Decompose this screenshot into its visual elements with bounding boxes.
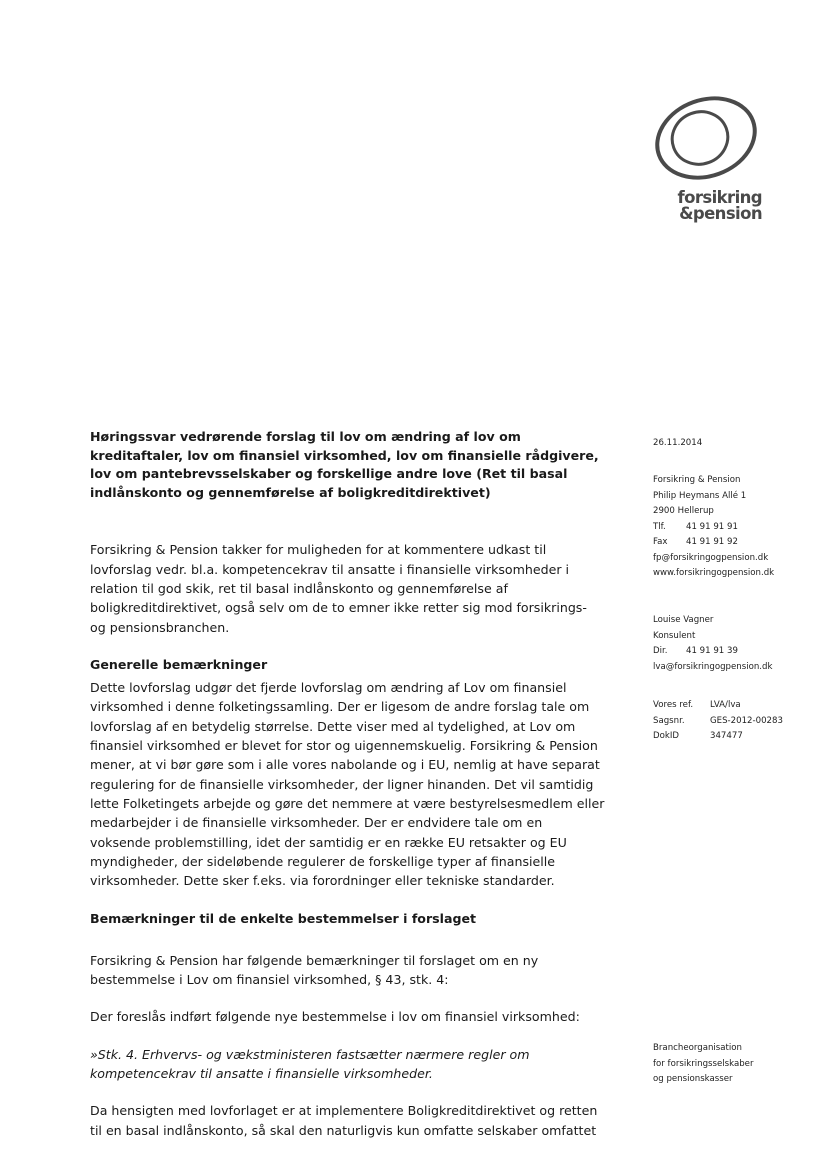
fax-value: 41 91 91 92 bbox=[686, 537, 738, 547]
ref-label: Vores ref. bbox=[653, 700, 694, 710]
sidebar-contact-block bbox=[653, 613, 813, 675]
letter-body bbox=[90, 428, 605, 1140]
dok-value: 347477 bbox=[710, 731, 743, 741]
footer-line-1: Brancheorganisation bbox=[653, 1043, 743, 1053]
provisions-paragraph-3: Da hensigten med lovforlaget er at implementere Boligkreditdirektivet og retten til en basal indlånskonto, så skal den naturligvis kun omfatte selskaber omfattet bbox=[90, 1103, 598, 1138]
footer-line-2: for forsikringsselskaber bbox=[653, 1058, 754, 1069]
section-heading-general: Generelle bemærkninger bbox=[90, 656, 268, 672]
sidebar-address-block bbox=[653, 473, 813, 582]
dir-label: Dir. bbox=[653, 646, 668, 656]
org-street: Philip Heymans Allé 1 bbox=[653, 490, 747, 501]
contact-email: lva@forsikringogpension.dk bbox=[653, 661, 773, 672]
tlf-label: Tlf. bbox=[653, 521, 666, 532]
org-name: Forsikring & Pension bbox=[653, 475, 741, 485]
sidebar-date-block bbox=[653, 436, 813, 452]
provisions-quote: »Stk. 4. Erhvervs- og vækstministeren fastsætter nærmere regler om kompetencekrav til ansatte i finansielle virksomheder. bbox=[90, 1046, 530, 1081]
sag-label: Sagsnr. bbox=[653, 715, 685, 726]
org-email: fp@forsikringogpension.dk bbox=[653, 552, 769, 563]
logo-line-2: &pension bbox=[679, 204, 762, 223]
sidebar-footer-block bbox=[653, 1041, 813, 1088]
org-website: www.forsikringogpension.dk bbox=[653, 568, 775, 578]
section-heading-provisions: Bemærkninger til de enkelte bestemmelser i forslaget bbox=[90, 911, 477, 927]
intro-paragraph: Forsikring & Pension takker for muligheden for at kommentere udkast til lovforslag vedr. bl.a. kompetencekrav til ansatte i finansielle virksomheder i relation til god skik, ret til basal indlånskonto og gennemførelse af boligkreditdirektivet, også selv om de to emner ikke retter sig mod forsikrings- og pensionsbranchen. bbox=[90, 542, 587, 635]
ref-value: LVA/lva bbox=[710, 700, 741, 710]
logo bbox=[648, 96, 768, 226]
contact-name: Louise Vagner bbox=[653, 615, 714, 625]
dir-value: 41 91 91 39 bbox=[686, 646, 738, 656]
org-city: 2900 Hellerup bbox=[653, 506, 714, 516]
provisions-paragraph-2: Der foreslås indført følgende nye bestemmelse i lov om finansiel virksomhed: bbox=[90, 1009, 580, 1025]
fax-label: Fax bbox=[653, 537, 668, 547]
sidebar-reference-block bbox=[653, 698, 813, 745]
letter-title: Høringssvar vedrørende forslag til lov om ændring af lov om kreditaftaler, lov om finansiel virksomhed, lov om finansielle rådgivere, lov om pantebrevsselskaber og forskellige andre love (Ret til basal indlånskonto og gennemførelse af boligkreditdirektivet) bbox=[90, 429, 599, 500]
letter-date: 26.11.2014 bbox=[653, 438, 703, 448]
tlf-value: 41 91 91 91 bbox=[686, 521, 738, 532]
sag-value: GES-2012-00283 bbox=[710, 715, 783, 726]
general-paragraph: Dette lovforslag udgør det fjerde lovforslag om ændring af Lov om finansiel virksomhed i denne folketingssamling. Der er ligesom de andre forslag tale om lovforslag af en betydelig størrelse. Dette viser med al tydelighed, at Lov om finansiel virksomhed er blevet for stor og uigennemskuelig. Forsikring & Pension mener, at vi bør gøre som i alle vores nabolande og i EU, nemlig at have separat regulering for de finansielle virksomheder, der ligner hinanden. Det vil samtidig lette Folketingets arbejde og gøre det nemmere at være bestyrelsesmedlem eller medarbejder i de finansielle virksomheder. Der er endvidere tale om en voksende problemstilling, idet der samtidig er en række EU retsakter og EU myndigheder, der sideløbende regulerer de forskellige typer af finansielle virksomheder. Dette sker f.eks. via forordninger eller tekniske standarder. bbox=[90, 680, 605, 889]
logo-ring-icon bbox=[652, 96, 764, 192]
contact-role: Konsulent bbox=[653, 630, 696, 641]
logo-text bbox=[670, 190, 762, 222]
dok-label: DokID bbox=[653, 731, 680, 741]
logo-line-1: forsikring bbox=[677, 188, 762, 207]
provisions-paragraph-1: Forsikring & Pension har følgende bemærkninger til forslaget om en ny bestemmelse i Lov om finansiel virksomhed, § 43, stk. 4: bbox=[90, 952, 539, 988]
footer-line-3: og pensionskasser bbox=[653, 1074, 733, 1084]
